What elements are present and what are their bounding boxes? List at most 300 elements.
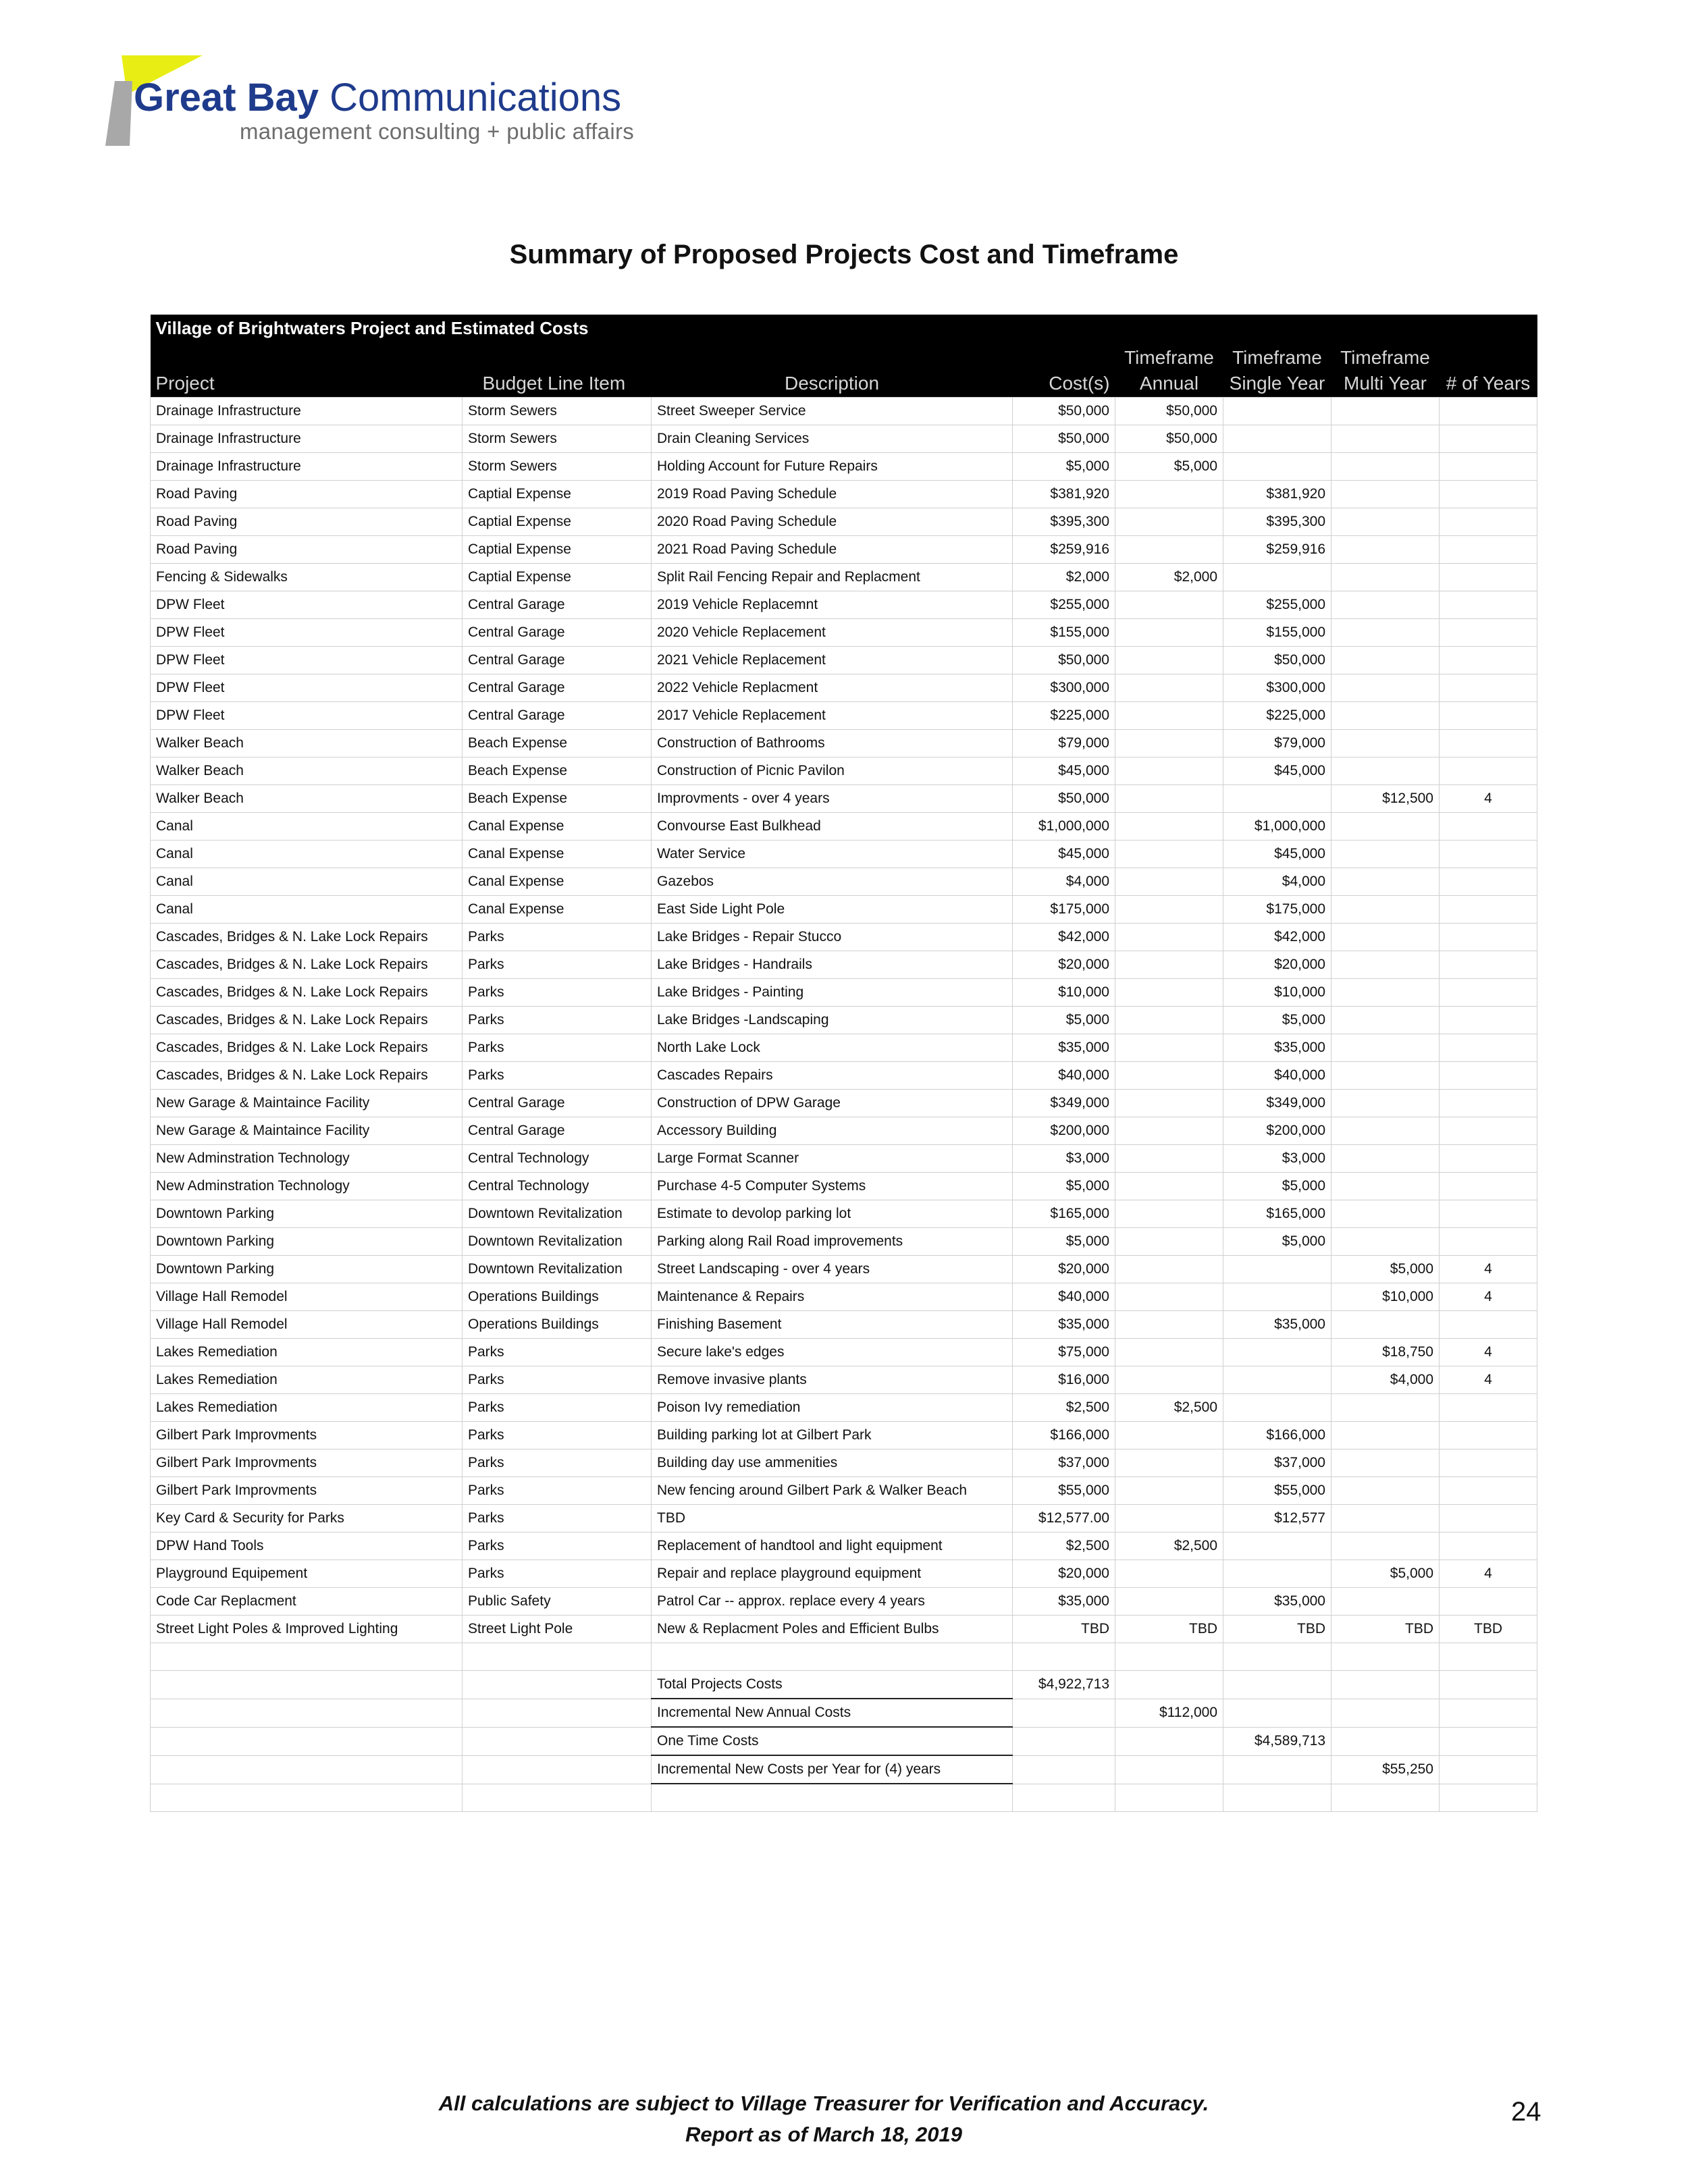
cell-multi-year <box>1331 1228 1440 1256</box>
cell-annual <box>1115 674 1223 702</box>
table-row <box>151 674 1537 702</box>
cell-description: Construction of Bathrooms <box>652 730 1013 757</box>
cell-budget-line: Operations Buildings <box>463 1283 652 1311</box>
cell-annual <box>1115 1007 1223 1034</box>
cell-multi-year <box>1331 1090 1440 1117</box>
cell-project: Drainage Infrastructure <box>151 398 463 425</box>
table-row <box>151 1588 1537 1616</box>
cell-cost: $2,500 <box>1013 1533 1115 1560</box>
summary-row <box>151 1671 1537 1699</box>
footer-disclaimer: All calculations are subject to Village Treasurer for Verification and Accuracy. <box>438 2092 1209 2115</box>
cell-multi-year: $18,750 <box>1331 1339 1440 1366</box>
cell-num-years <box>1440 398 1537 425</box>
cell-description: Incremental New Annual Costs <box>652 1699 1013 1727</box>
cell-annual <box>1115 1755 1223 1784</box>
cell-num-years <box>1440 1311 1537 1339</box>
cell-budget-line: Street Light Pole <box>463 1616 652 1643</box>
table-row <box>151 425 1537 453</box>
cell-description: Lake Bridges - Handrails <box>652 951 1013 979</box>
table-row <box>151 1616 1537 1643</box>
cell-cost: $79,000 <box>1013 730 1115 757</box>
cell-num-years <box>1440 536 1537 564</box>
cell-annual <box>1115 785 1223 813</box>
group-header-timeframe: Timeframe <box>1223 342 1331 370</box>
cell-project: New Adminstration Technology <box>151 1173 463 1200</box>
cell-budget-line: Central Garage <box>463 1090 652 1117</box>
cell-cost <box>1013 1727 1115 1755</box>
summary-row <box>151 1784 1537 1812</box>
cell-num-years <box>1440 1643 1537 1671</box>
cell-num-years <box>1440 425 1537 453</box>
cell-num-years <box>1440 924 1537 951</box>
cell-single-year: $45,000 <box>1223 841 1331 868</box>
cell-project: New Adminstration Technology <box>151 1145 463 1173</box>
cell-budget-line: Downtown Revitalization <box>463 1228 652 1256</box>
column-header-single-year: Single Year <box>1223 370 1331 398</box>
summary-row <box>151 1727 1537 1755</box>
cell-multi-year <box>1331 536 1440 564</box>
cell-budget-line: Central Garage <box>463 1117 652 1145</box>
cell-budget-line: Downtown Revitalization <box>463 1200 652 1228</box>
cell-budget-line: Central Garage <box>463 619 652 647</box>
cell-project: DPW Fleet <box>151 591 463 619</box>
cell-single-year: $300,000 <box>1223 674 1331 702</box>
cell-cost: $4,922,713 <box>1013 1671 1115 1699</box>
summary-row <box>151 1643 1537 1671</box>
cell-annual <box>1115 951 1223 979</box>
cell-annual: $50,000 <box>1115 398 1223 425</box>
cell-project: DPW Fleet <box>151 702 463 730</box>
cell-single-year: $155,000 <box>1223 619 1331 647</box>
cell-budget-line: Parks <box>463 979 652 1007</box>
cell-description: Street Sweeper Service <box>652 398 1013 425</box>
cell-single-year: $35,000 <box>1223 1034 1331 1062</box>
cell-project <box>151 1671 463 1699</box>
cell-description: Repair and replace playground equipment <box>652 1560 1013 1588</box>
table-row <box>151 979 1537 1007</box>
cell-num-years <box>1440 1533 1537 1560</box>
cell-project: Lakes Remediation <box>151 1339 463 1366</box>
cell-project: DPW Fleet <box>151 619 463 647</box>
cell-annual <box>1115 730 1223 757</box>
cell-description: Estimate to devolop parking lot <box>652 1200 1013 1228</box>
cell-description: Split Rail Fencing Repair and Replacment <box>652 564 1013 591</box>
cell-multi-year <box>1331 1311 1440 1339</box>
cell-multi-year <box>1331 841 1440 868</box>
cell-budget-line: Parks <box>463 1560 652 1588</box>
cell-single-year: $395,300 <box>1223 508 1331 536</box>
table-row <box>151 1560 1537 1588</box>
cell-budget-line: Beach Expense <box>463 785 652 813</box>
cell-annual <box>1115 1283 1223 1311</box>
cell-annual <box>1115 619 1223 647</box>
table-row <box>151 785 1537 813</box>
cell-description: Construction of DPW Garage <box>652 1090 1013 1117</box>
cell-num-years <box>1440 647 1537 674</box>
cell-description: Construction of Picnic Pavilon <box>652 757 1013 785</box>
cell-single-year: $225,000 <box>1223 702 1331 730</box>
cell-budget-line <box>463 1643 652 1671</box>
cell-single-year: $35,000 <box>1223 1588 1331 1616</box>
cell-budget-line: Parks <box>463 1062 652 1090</box>
cell-single-year: $175,000 <box>1223 896 1331 924</box>
cell-description: 2019 Road Paving Schedule <box>652 481 1013 508</box>
cell-single-year: $255,000 <box>1223 591 1331 619</box>
cell-budget-line: Canal Expense <box>463 813 652 841</box>
column-header-annual: Annual <box>1115 370 1223 398</box>
cell-description: North Lake Lock <box>652 1034 1013 1062</box>
cell-single-year: TBD <box>1223 1616 1331 1643</box>
cell-num-years <box>1440 841 1537 868</box>
cell-cost: $35,000 <box>1013 1311 1115 1339</box>
cell-num-years <box>1440 508 1537 536</box>
cell-project: Key Card & Security for Parks <box>151 1505 463 1533</box>
cell-single-year: $12,577 <box>1223 1505 1331 1533</box>
cell-budget-line: Beach Expense <box>463 757 652 785</box>
cell-project <box>151 1727 463 1755</box>
table-row <box>151 591 1537 619</box>
cell-multi-year <box>1331 1643 1440 1671</box>
cell-multi-year <box>1331 1671 1440 1699</box>
table-row <box>151 1117 1537 1145</box>
cell-multi-year <box>1331 1477 1440 1505</box>
cell-num-years <box>1440 1727 1537 1755</box>
cell-num-years: 4 <box>1440 1283 1537 1311</box>
table-row <box>151 1256 1537 1283</box>
cell-multi-year <box>1331 924 1440 951</box>
cell-project: DPW Hand Tools <box>151 1533 463 1560</box>
cell-multi-year <box>1331 425 1440 453</box>
cell-cost: $5,000 <box>1013 453 1115 481</box>
cell-budget-line: Canal Expense <box>463 896 652 924</box>
cell-single-year <box>1223 1256 1331 1283</box>
cell-project: Cascades, Bridges & N. Lake Lock Repairs <box>151 1034 463 1062</box>
cell-annual <box>1115 1560 1223 1588</box>
cell-budget-line <box>463 1755 652 1784</box>
cell-description: Cascades Repairs <box>652 1062 1013 1090</box>
cell-project: Street Light Poles & Improved Lighting <box>151 1616 463 1643</box>
cell-cost: $20,000 <box>1013 951 1115 979</box>
cell-multi-year <box>1331 1784 1440 1812</box>
table-row <box>151 619 1537 647</box>
cell-project: Gilbert Park Improvments <box>151 1477 463 1505</box>
table-row <box>151 508 1537 536</box>
table-row <box>151 1339 1537 1366</box>
cell-budget-line: Central Technology <box>463 1173 652 1200</box>
cell-num-years <box>1440 591 1537 619</box>
cell-project: DPW Fleet <box>151 647 463 674</box>
cell-budget-line: Storm Sewers <box>463 453 652 481</box>
cell-multi-year <box>1331 591 1440 619</box>
cell-annual <box>1115 1505 1223 1533</box>
cell-single-year <box>1223 398 1331 425</box>
cell-cost <box>1013 1784 1115 1812</box>
cell-num-years: 4 <box>1440 1339 1537 1366</box>
cell-budget-line: Central Garage <box>463 674 652 702</box>
cell-single-year <box>1223 1671 1331 1699</box>
cell-project: Fencing & Sidewalks <box>151 564 463 591</box>
cell-project: Village Hall Remodel <box>151 1311 463 1339</box>
cell-project: Drainage Infrastructure <box>151 425 463 453</box>
cell-project: Canal <box>151 813 463 841</box>
cell-description: Convourse East Bulkhead <box>652 813 1013 841</box>
cell-single-year: $5,000 <box>1223 1228 1331 1256</box>
cell-project <box>151 1699 463 1727</box>
cell-cost: $35,000 <box>1013 1588 1115 1616</box>
table-row <box>151 453 1537 481</box>
cell-multi-year <box>1331 1588 1440 1616</box>
cell-cost: $395,300 <box>1013 508 1115 536</box>
cell-cost: $50,000 <box>1013 785 1115 813</box>
cell-cost: $225,000 <box>1013 702 1115 730</box>
cell-single-year <box>1223 1283 1331 1311</box>
cell-multi-year: $55,250 <box>1331 1755 1440 1784</box>
column-header-project: Project <box>151 370 463 398</box>
cell-single-year <box>1223 1755 1331 1784</box>
cell-annual <box>1115 868 1223 896</box>
cell-multi-year <box>1331 619 1440 647</box>
cell-single-year: $166,000 <box>1223 1422 1331 1449</box>
cell-budget-line: Central Garage <box>463 647 652 674</box>
cell-project: Canal <box>151 868 463 896</box>
cell-cost <box>1013 1643 1115 1671</box>
cell-project: Drainage Infrastructure <box>151 453 463 481</box>
table-row <box>151 702 1537 730</box>
cell-cost: $45,000 <box>1013 841 1115 868</box>
cell-annual <box>1115 1477 1223 1505</box>
cell-description: Holding Account for Future Repairs <box>652 453 1013 481</box>
cell-cost: $10,000 <box>1013 979 1115 1007</box>
table-row <box>151 1477 1537 1505</box>
cell-single-year: $1,000,000 <box>1223 813 1331 841</box>
cell-num-years: 4 <box>1440 1560 1537 1588</box>
cell-annual <box>1115 1173 1223 1200</box>
table-row <box>151 757 1537 785</box>
cell-description: Secure lake's edges <box>652 1339 1013 1366</box>
cell-num-years <box>1440 1200 1537 1228</box>
cell-cost: $75,000 <box>1013 1339 1115 1366</box>
cell-project: Downtown Parking <box>151 1200 463 1228</box>
cell-description: Purchase 4-5 Computer Systems <box>652 1173 1013 1200</box>
table-row <box>151 730 1537 757</box>
cell-budget-line: Parks <box>463 1394 652 1422</box>
cell-num-years <box>1440 1007 1537 1034</box>
table-row <box>151 951 1537 979</box>
cell-single-year: $50,000 <box>1223 647 1331 674</box>
cell-description: New fencing around Gilbert Park & Walker Beach <box>652 1477 1013 1505</box>
cell-num-years <box>1440 1699 1537 1727</box>
cell-annual <box>1115 1200 1223 1228</box>
cell-project <box>151 1784 463 1812</box>
cell-multi-year <box>1331 951 1440 979</box>
cell-project: Code Car Replacment <box>151 1588 463 1616</box>
cell-num-years <box>1440 1588 1537 1616</box>
cell-single-year <box>1223 1784 1331 1812</box>
table-row <box>151 1173 1537 1200</box>
cell-budget-line: Parks <box>463 951 652 979</box>
cell-annual <box>1115 1784 1223 1812</box>
cell-single-year <box>1223 1560 1331 1588</box>
cell-project: Cascades, Bridges & N. Lake Lock Repairs <box>151 951 463 979</box>
cell-multi-year <box>1331 1034 1440 1062</box>
table-row <box>151 1228 1537 1256</box>
cell-cost: $349,000 <box>1013 1090 1115 1117</box>
cell-single-year <box>1223 1699 1331 1727</box>
cell-single-year <box>1223 1533 1331 1560</box>
cell-project: Village Hall Remodel <box>151 1283 463 1311</box>
table-row <box>151 1145 1537 1173</box>
cell-single-year: $259,916 <box>1223 536 1331 564</box>
cell-multi-year <box>1331 1533 1440 1560</box>
cell-cost: $175,000 <box>1013 896 1115 924</box>
cell-description: Water Service <box>652 841 1013 868</box>
cell-multi-year <box>1331 1200 1440 1228</box>
cell-single-year: $35,000 <box>1223 1311 1331 1339</box>
table-row <box>151 924 1537 951</box>
cell-single-year <box>1223 1339 1331 1366</box>
cell-cost: $35,000 <box>1013 1034 1115 1062</box>
cell-num-years: 4 <box>1440 1256 1537 1283</box>
cell-annual <box>1115 1145 1223 1173</box>
cell-num-years <box>1440 564 1537 591</box>
cell-cost <box>1013 1755 1115 1784</box>
cell-multi-year <box>1331 398 1440 425</box>
cell-multi-year <box>1331 481 1440 508</box>
cell-num-years <box>1440 979 1537 1007</box>
cell-annual: $2,500 <box>1115 1533 1223 1560</box>
cell-cost: $42,000 <box>1013 924 1115 951</box>
cell-single-year: $4,589,713 <box>1223 1727 1331 1755</box>
cell-annual: TBD <box>1115 1616 1223 1643</box>
cell-description: TBD <box>652 1505 1013 1533</box>
cell-multi-year <box>1331 813 1440 841</box>
cell-multi-year <box>1331 1007 1440 1034</box>
cell-cost: $165,000 <box>1013 1200 1115 1228</box>
cell-project: Cascades, Bridges & N. Lake Lock Repairs <box>151 979 463 1007</box>
cell-cost: $50,000 <box>1013 425 1115 453</box>
cell-description: New & Replacment Poles and Efficient Bulbs <box>652 1616 1013 1643</box>
cell-cost: $200,000 <box>1013 1117 1115 1145</box>
cell-num-years <box>1440 813 1537 841</box>
cell-description: Incremental New Costs per Year for (4) years <box>652 1755 1013 1784</box>
footer-report-date: Report as of March 18, 2019 <box>685 2123 963 2146</box>
column-header-costs: Cost(s) <box>1013 370 1115 398</box>
cell-num-years <box>1440 1394 1537 1422</box>
cell-annual <box>1115 1090 1223 1117</box>
cell-budget-line: Parks <box>463 1339 652 1366</box>
cell-cost: $5,000 <box>1013 1228 1115 1256</box>
table-row <box>151 1394 1537 1422</box>
cell-annual: $2,500 <box>1115 1394 1223 1422</box>
cell-budget-line: Central Garage <box>463 591 652 619</box>
cell-budget-line: Parks <box>463 924 652 951</box>
cell-annual <box>1115 481 1223 508</box>
table-row <box>151 564 1537 591</box>
cell-annual <box>1115 1339 1223 1366</box>
cell-multi-year <box>1331 730 1440 757</box>
cell-annual <box>1115 896 1223 924</box>
cell-project: Downtown Parking <box>151 1256 463 1283</box>
cell-description: Total Projects Costs <box>652 1671 1013 1699</box>
cell-annual <box>1115 979 1223 1007</box>
cell-project: Lakes Remediation <box>151 1394 463 1422</box>
cell-budget-line: Operations Buildings <box>463 1311 652 1339</box>
cell-description: Building parking lot at Gilbert Park <box>652 1422 1013 1449</box>
cell-single-year <box>1223 453 1331 481</box>
cell-multi-year: $5,000 <box>1331 1256 1440 1283</box>
cell-num-years <box>1440 1449 1537 1477</box>
cell-project: Road Paving <box>151 536 463 564</box>
table-row <box>151 841 1537 868</box>
cell-annual <box>1115 1366 1223 1394</box>
logo-tagline: management consulting + public affairs <box>240 119 635 144</box>
cell-annual <box>1115 1311 1223 1339</box>
cell-cost: $259,916 <box>1013 536 1115 564</box>
cell-single-year: $79,000 <box>1223 730 1331 757</box>
cell-budget-line: Parks <box>463 1422 652 1449</box>
cell-num-years <box>1440 1505 1537 1533</box>
table-row <box>151 813 1537 841</box>
cell-project: Cascades, Bridges & N. Lake Lock Repairs <box>151 1007 463 1034</box>
project-cost-table <box>150 315 1537 1812</box>
cell-single-year <box>1223 785 1331 813</box>
cell-budget-line: Captial Expense <box>463 564 652 591</box>
cell-num-years <box>1440 1173 1537 1200</box>
cell-cost: TBD <box>1013 1616 1115 1643</box>
cell-multi-year <box>1331 1727 1440 1755</box>
cell-cost: $40,000 <box>1013 1062 1115 1090</box>
cell-num-years: 4 <box>1440 1366 1537 1394</box>
table-title: Village of Brightwaters Project and Estimated Costs <box>151 315 1537 342</box>
cell-cost <box>1013 1699 1115 1727</box>
cell-description: Remove invasive plants <box>652 1366 1013 1394</box>
cell-description <box>652 1643 1013 1671</box>
cell-project: Walker Beach <box>151 757 463 785</box>
cell-project: Playground Equipement <box>151 1560 463 1588</box>
cell-description: Lake Bridges - Repair Stucco <box>652 924 1013 951</box>
group-header-timeframe: Timeframe <box>1115 342 1223 370</box>
company-logo <box>101 54 682 149</box>
column-header-description: Description <box>652 370 1013 398</box>
cell-annual <box>1115 702 1223 730</box>
cell-multi-year <box>1331 868 1440 896</box>
cell-annual: $5,000 <box>1115 453 1223 481</box>
cell-annual <box>1115 508 1223 536</box>
cell-multi-year <box>1331 1505 1440 1533</box>
report-title: Summary of Proposed Projects Cost and Timeframe <box>509 240 1179 269</box>
cell-description: Finishing Basement <box>652 1311 1013 1339</box>
cell-single-year <box>1223 425 1331 453</box>
cell-project: Gilbert Park Improvments <box>151 1449 463 1477</box>
table-row <box>151 896 1537 924</box>
table-row <box>151 1366 1537 1394</box>
cell-multi-year <box>1331 1394 1440 1422</box>
table-row <box>151 536 1537 564</box>
logo-brand-name: Great Bay Communications <box>134 76 622 119</box>
cell-num-years <box>1440 1228 1537 1256</box>
table-row <box>151 1090 1537 1117</box>
cell-num-years <box>1440 951 1537 979</box>
cell-single-year: $37,000 <box>1223 1449 1331 1477</box>
table-row <box>151 1422 1537 1449</box>
cell-single-year: $40,000 <box>1223 1062 1331 1090</box>
cell-multi-year <box>1331 1449 1440 1477</box>
cell-single-year: $20,000 <box>1223 951 1331 979</box>
cell-description <box>652 1784 1013 1812</box>
cell-cost: $50,000 <box>1013 398 1115 425</box>
summary-row <box>151 1755 1537 1784</box>
cell-num-years <box>1440 896 1537 924</box>
